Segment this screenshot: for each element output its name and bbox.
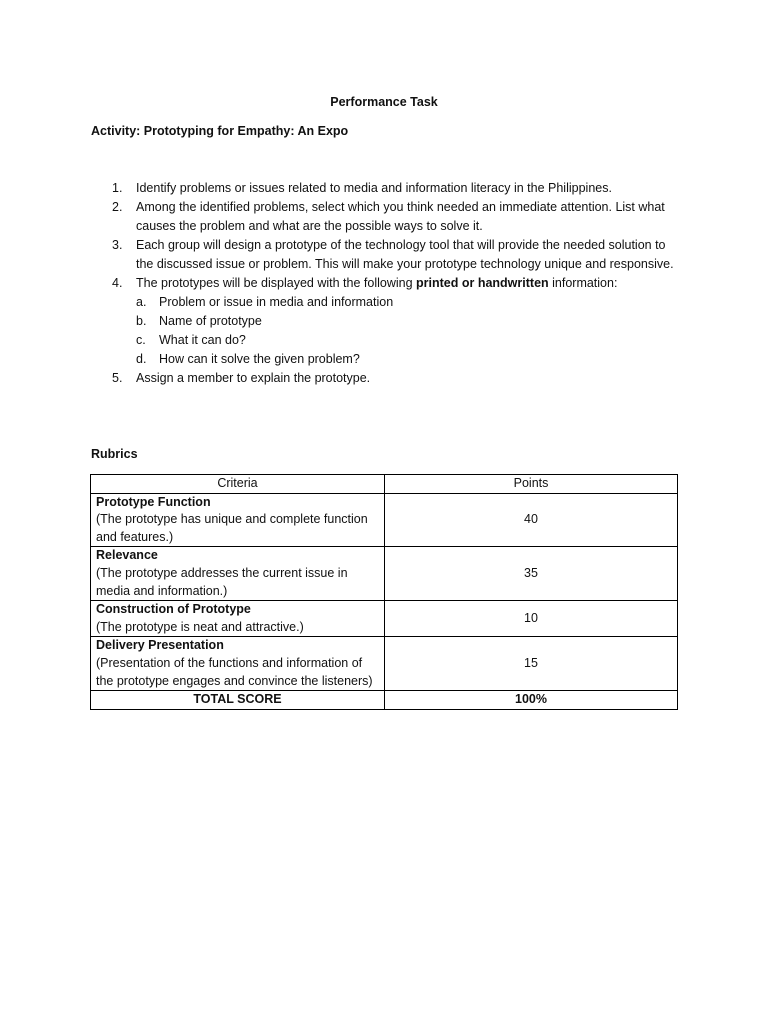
sub-list-letter: c.	[136, 333, 146, 347]
rubrics-heading: Rubrics	[91, 447, 138, 461]
sub-list-text: Problem or issue in media and information	[159, 295, 394, 309]
sub-list-text: How can it solve the given problem?	[159, 352, 360, 366]
table-header-row	[91, 475, 678, 494]
list-number: 3.	[112, 238, 123, 252]
list-item	[91, 198, 681, 236]
criteria-cell	[91, 493, 385, 547]
points-cell: 15	[385, 637, 678, 691]
sub-list-item	[136, 331, 681, 350]
total-row	[91, 691, 678, 710]
rubric-table	[90, 474, 678, 710]
table-row	[91, 601, 678, 637]
list-number: 2.	[112, 200, 123, 214]
criteria-cell	[91, 637, 385, 691]
activity-heading: Activity: Prototyping for Empathy: An Expo	[91, 124, 349, 138]
list-item	[91, 369, 681, 388]
sub-list-letter: a.	[136, 295, 147, 309]
total-points: 100%	[385, 691, 678, 710]
criteria-title: Relevance	[96, 548, 158, 563]
sub-list-text: Name of prototype	[159, 314, 262, 328]
points-cell: 10	[385, 601, 678, 637]
list-item	[91, 274, 681, 369]
sub-list-text: What it can do?	[159, 333, 246, 347]
sub-list-letter: d.	[136, 352, 147, 366]
instruction-list	[91, 179, 681, 388]
criteria-title: Construction of Prototype	[96, 602, 251, 617]
table-row	[91, 637, 678, 691]
criteria-title: Prototype Function	[96, 494, 211, 509]
table-row	[91, 493, 678, 547]
criteria-header: Criteria	[91, 475, 385, 494]
sub-list-item	[136, 350, 681, 369]
criteria-cell	[91, 547, 385, 601]
list-item	[91, 236, 681, 274]
criteria-description: (Presentation of the functions and information of the prototype engages and convince the listeners)	[96, 655, 373, 688]
list-item-text-bold: printed or handwritten	[416, 276, 549, 290]
list-number: 1.	[112, 181, 123, 195]
sub-list-item	[136, 293, 681, 312]
list-item-text: Identify problems or issues related to media and information literacy in the Philippines.	[136, 181, 612, 195]
list-item-text: Among the identified problems, select which you think needed an immediate attention. List what causes the problem and what are the possible ways to solve it.	[136, 200, 665, 233]
points-cell: 40	[385, 493, 678, 547]
points-cell: 35	[385, 547, 678, 601]
total-label: TOTAL SCORE	[91, 691, 385, 710]
list-number: 4.	[112, 276, 123, 290]
list-item-text: Assign a member to explain the prototype.	[136, 371, 371, 385]
list-item-text-after: information:	[548, 276, 618, 290]
list-item-text-before: The prototypes will be displayed with the following	[136, 276, 417, 290]
criteria-description: (The prototype is neat and attractive.)	[96, 619, 304, 634]
criteria-description: (The prototype addresses the current issue in media and information.)	[96, 565, 348, 598]
sub-list	[136, 293, 681, 369]
list-number: 5.	[112, 371, 123, 385]
sub-list-item	[136, 312, 681, 331]
points-header: Points	[385, 475, 678, 494]
sub-list-letter: b.	[136, 314, 147, 328]
criteria-description: (The prototype has unique and complete function and features.)	[96, 512, 368, 544]
table-row	[91, 547, 678, 601]
list-item-text: Each group will design a prototype of the technology tool that will provide the needed solution to the discussed issue or problem. This will make your prototype technology unique and responsive.	[136, 238, 674, 271]
list-item	[91, 179, 681, 198]
criteria-cell	[91, 601, 385, 637]
page-title: Performance Task	[330, 95, 438, 109]
criteria-title: Delivery Presentation	[96, 638, 224, 653]
